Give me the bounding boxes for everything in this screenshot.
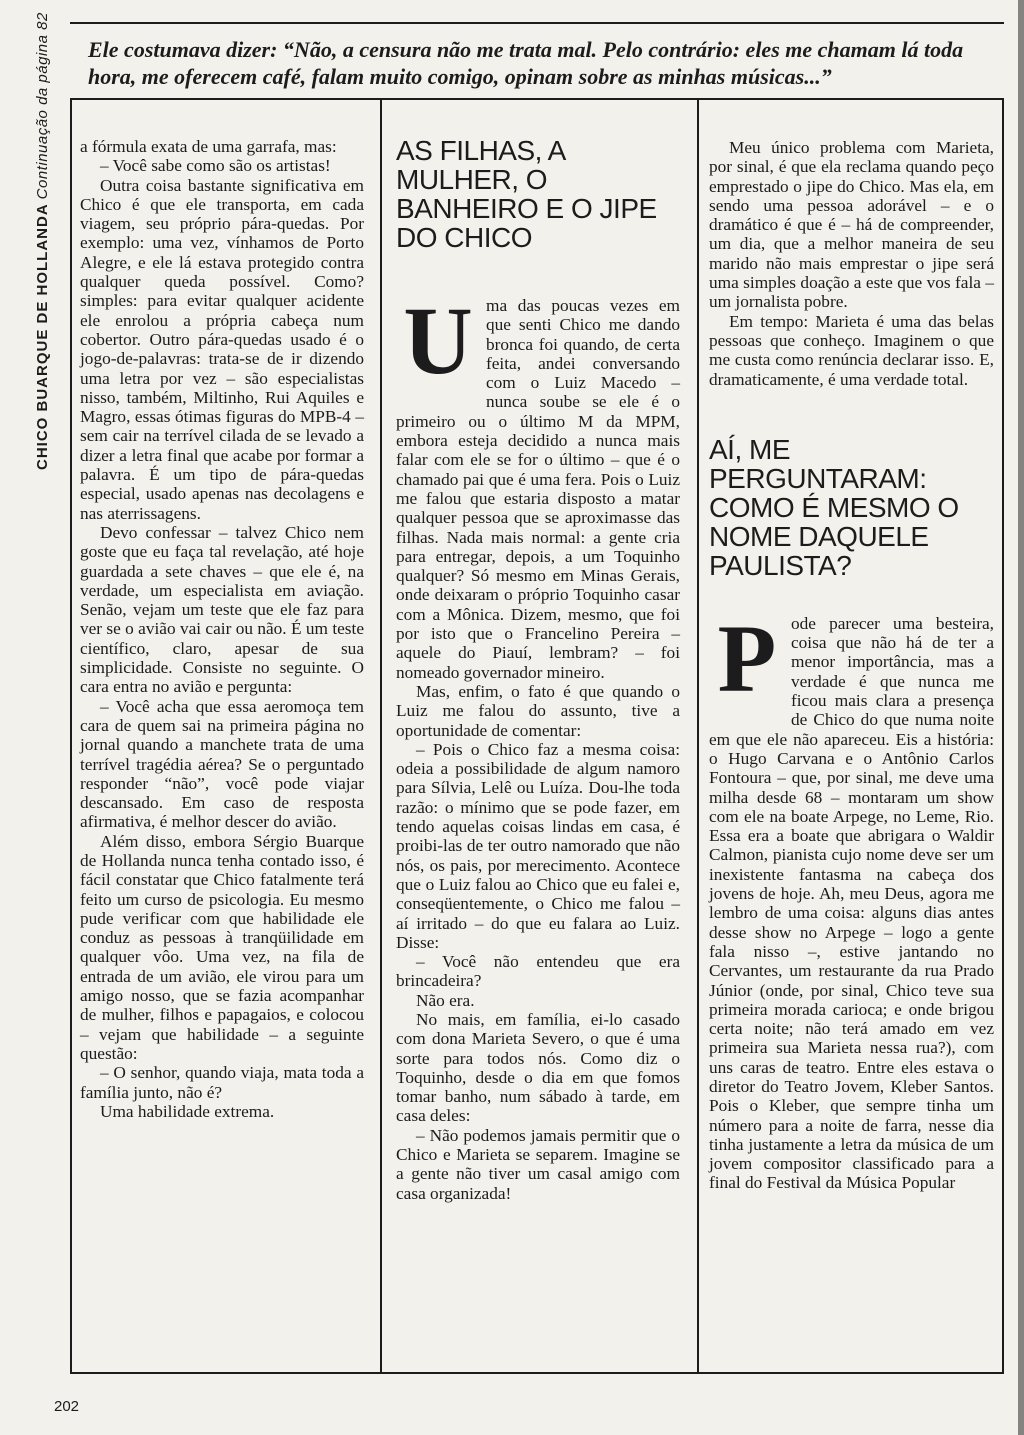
paragraph: – O senhor, quando viaja, mata toda a família junto, não é? (80, 1063, 364, 1102)
paragraph: Além disso, embora Sérgio Buarque de Hollanda nunca tenha contado isso, é fácil constatar que Chico fatalmente terá feito um curso de psicologia. Eu mesmo pude verificar com que habilidade ele conduz as pessoas à tranqüilidade em qualquer vôo. Uma vez, na fila de entrada de um avião, ele virou para um amigo nosso, que se fazia acompanhar de mulher, filhos e papagaios, e colocou – vejam que habilidade – a seguinte questão: (80, 831, 364, 1063)
paragraph: – Você não entendeu que era brincadeira? (396, 952, 680, 991)
top-rule (70, 22, 1004, 24)
paragraph: No mais, em família, ei-lo casado com dona Marieta Severo, o que é uma sorte para todos nós. Como diz o Toquinho, desde o dia em que fomos tomar banho, num sábado à tarde, em casa deles: (396, 1009, 680, 1126)
paragraph: ode parecer uma besteira, coisa que não há de ter a menor importância, mas a verdade é que nunca me ficou mais clara a presença de Chico do que numa noite em que ele não apareceu. Eis a história: o Hugo Carvana e o Antônio Carlos Fontoura – que, por sinal, me deve uma milha desde 68 – montaram um show com ele na boate Arpege, no Leme, Rio. Essa era a boate que abrigara o Waldir Calmon, pianista cujo nome deve ser um inexistente fantasma na cabeça dos jovens de hoje. Ah, meu Deus, agora me lembro de uma coisa: alguns dias antes desse show no Arpege – logo a gente fala nisso –, estive jantando no Cervantes, um restaurante da rua Prado Júnior (onde, por sinal, Chico teve sua primeira morada carioca; e onde brigou certa noite; não terá amado em vez primeira sua Marieta nessa rua?), com uns caras de teatro. Entre eles estava o diretor do Teatro Jovem, Kleber Santos. Pois o Kleber, que sempre tinha um número para a noite de farra, nesse dia tinha justamente a letra da música de um jovem compositor classificado para a final do Festival da Música Popular (709, 613, 994, 1193)
drop-cap-u: U (403, 287, 473, 394)
paragraph: Devo confessar – talvez Chico nem goste que eu faça tal revelação, até hoje guardada a sete chaves – que ele é, na verdade, um especialista em aviação. Senão, vejam um teste que ele faz para ver se o avião vai cair ou não. É um teste científico, claro, apesar de sua simplicidade. Consiste no seguinte. O cara entra no avião e pergunta: (80, 522, 364, 697)
article-column-3 (709, 138, 994, 1193)
running-head-title: CHICO BUARQUE DE HOLLANDA (34, 203, 51, 470)
article-column-2 (396, 136, 680, 1203)
running-head-continuation: Continuação da página 82 (34, 12, 51, 200)
section-heading-filhas: AS FILHAS, A MULHER, O BANHEIRO E O JIPE DO CHICO (396, 135, 657, 253)
section-heading-paulista: AÍ, ME PERGUNTARAM: COMO É MESMO O NOME DAQUELE PAULISTA? (709, 433, 959, 581)
bottom-rule (70, 1372, 1004, 1374)
paragraph: Mas, enfim, o fato é que quando o Luiz me falou do assunto, tive a oportunidade de comentar: (396, 681, 680, 740)
paragraph: Outra coisa bastante significativa em Chico é que ele transporta, em cada viagem, seu próprio pára-quedas. Por exemplo: uma vez, vínhamos de Porto Alegre, e ele lá estava protegido contra qualquer queda possível. Como? simples: para evitar qualquer acidente ele enrolou a própria cabeça num cobertor. Outro pára-quedas usado é o jogo-de-palavras: trata-se de ir dizendo uma letra por vez – são especialistas nisso, também, Miltinho, Rui Aquiles e Magro, essas ótimas figuras do MPB-4 – sem cair na terrível cilada de se levado a dizer a letra final que acabe por formar a palavra. É um tipo de pára-quedas especial, usado apenas nas decolagens e nas aterrissagens. (80, 175, 364, 523)
column-rule-1 (380, 98, 382, 1372)
paragraph: – Não podemos jamais permitir que o Chico e Marieta se separem. Imagine se a gente não tiver um casal amigo com casa organizada! (396, 1125, 680, 1203)
paragraph: ma das poucas vezes em que senti Chico me dando bronca foi quando, de certa feita, andei conversando com o Luiz Macedo – nunca soube se ele é o primeiro ou o último M da MPM, embora esteja decidido a nunca mais falar com ele se for o último – que é o chamado pai que é uma fera. Pois o Luiz me falou que estaria disposto a matar qualquer pessoa que se aproximasse das filhas. Nada mais normal: a gente cria para entregar, depois, a um Toquinho qualquer? Só mesmo em Minas Gerais, onde deixaram o próprio Toquinho casar com a Mônica. Dizem, mesmo, que foi por isto que o Francelino Pereira – aquele do Piauí, lembram? – foi nomeado governador mineiro. (396, 296, 680, 682)
paragraph: a fórmula exata de uma garrafa, mas: (80, 137, 337, 156)
paragraph: – Você acha que essa aeromoça tem cara de quem sai na primeira página no jornal quando a manchete trata de uma terrível tragédia aérea? Se o perguntado responder “não”, você pode viajar descansado. Em caso de resposta afirmativa, é melhor descer do avião. (80, 696, 364, 832)
column-rule-2 (697, 98, 699, 1372)
article-column-1 (80, 137, 364, 1121)
page-number: 202 (54, 1398, 80, 1415)
quote-rule (70, 98, 1004, 100)
paragraph: – Você sabe como são os artistas! (100, 156, 331, 176)
paragraph: Uma habilidade extrema. (100, 1101, 275, 1121)
column-rule-right (1002, 98, 1004, 1372)
paragraph: Meu único problema com Marieta, por sinal, é que ela reclama quando peço emprestado o jipe do Chico. Mas ela, em sendo uma pessoa adorável – e o dramático é que é – há de compreender, um dia, que a melhor maneira de seu marido não mais emprestar o jipe será uma simples doação a este que vos fala – um jornalista pobre. (709, 138, 994, 312)
paragraph: Não era. (416, 990, 475, 1010)
drop-cap-p: P (717, 604, 777, 712)
column-rule-left (70, 98, 72, 1372)
running-head-vertical (34, 12, 56, 470)
paragraph: Em tempo: Marieta é uma das belas pessoas que conheço. Imaginem o que me custa como renúncia declarar isso. E, dramaticamente, é uma verdade total. (709, 311, 994, 389)
pull-quote: Ele costumava dizer: “Não, a censura não me trata mal. Pelo contrário: eles me chamam lá toda hora, me oferecem café, falam muito comigo, opinam sobre as minhas músicas...” (88, 37, 964, 89)
paragraph: – Pois o Chico faz a mesma coisa: odeia a possibilidade de algum namoro para Sílvia, Lelê ou Luíza. Dou-lhe toda razão: o mínimo que se pode fazer, em tendo aquelas coisas lindas em casa, é proibi-las de ter outro namorado que não nós, os pais, por merecimento. Acontece que o Luiz falou ao Chico que eu falei e, conseqüentemente, o Chico me falou – aí irritado – do que eu falara ao Luiz. Disse: (396, 739, 680, 952)
page-edge (1018, 0, 1024, 1435)
